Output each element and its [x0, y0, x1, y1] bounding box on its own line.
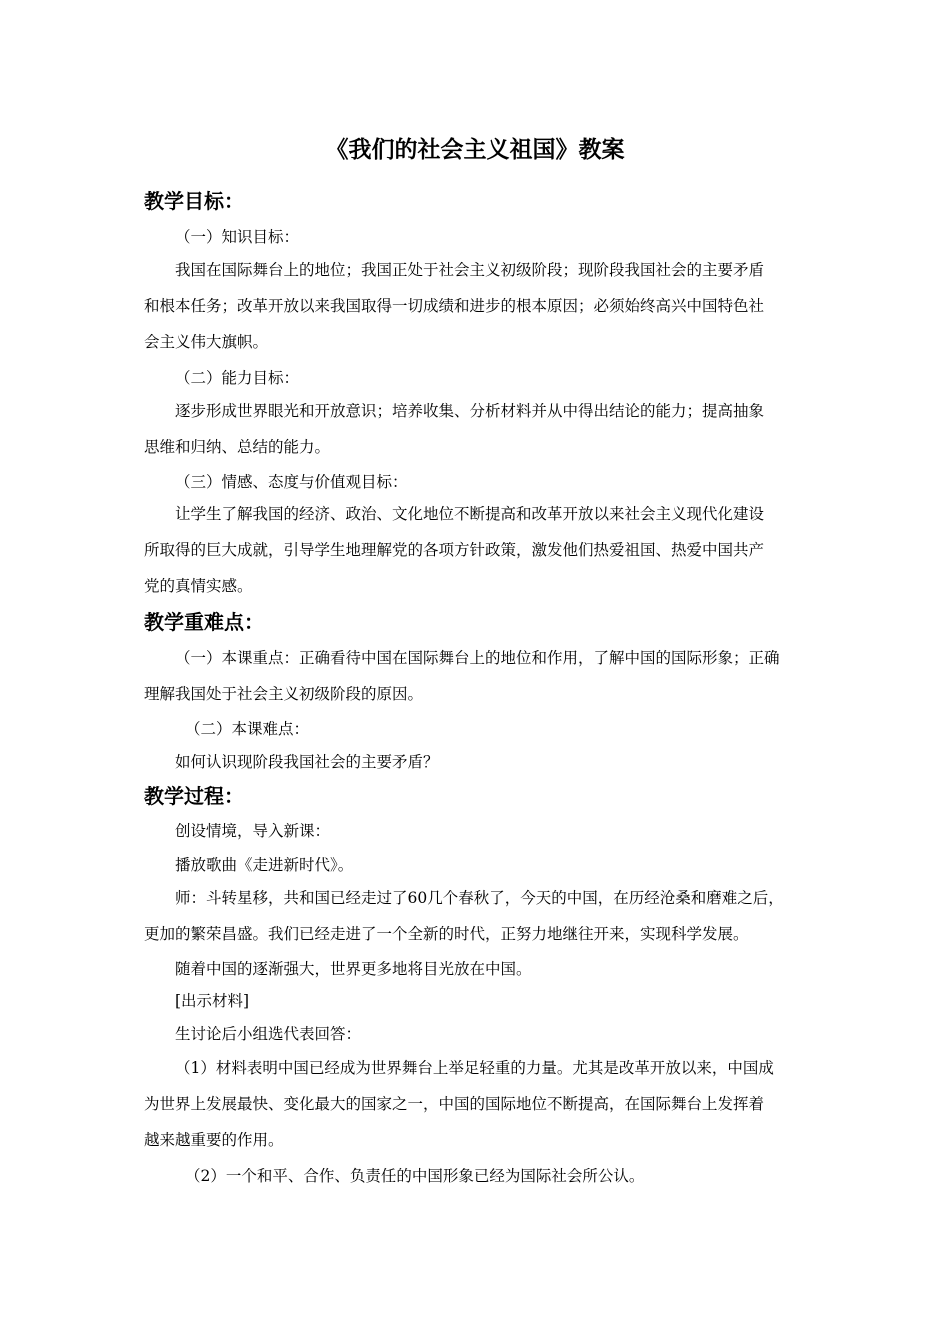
- heading-key-points: 教学重难点：: [144, 610, 264, 634]
- text-line: 我国在国际舞台上的地位；我国正处于社会主义初级阶段；现阶段我国社会的主要矛盾: [175, 261, 765, 279]
- process-line-world-focus: [144, 951, 808, 987]
- text-line: 党的真情实感。: [144, 577, 253, 595]
- text-line: （1）材料表明中国已经成为世界舞台上举足轻重的力量。尤其是改革开放以来，中国成: [175, 1059, 774, 1077]
- text-line: 越来越重要的作用。: [144, 1131, 284, 1149]
- text-line: 让学生了解我国的经济、政治、文化地位不断提高和改革开放以来社会主义现代化建设: [175, 505, 765, 523]
- text-line: 思维和归纳、总结的能力。: [144, 438, 331, 456]
- text-line: （二）本课难点：: [185, 720, 310, 738]
- paragraph-emotion-goals: [144, 496, 808, 604]
- text-line: （一）知识目标：: [175, 228, 300, 246]
- text-line: 所取得的巨大成就，引导学生地理解党的各项方针政策，激发他们热爱祖国、热爱中国共产: [144, 541, 765, 559]
- text-line: 随着中国的逐渐强大，世界更多地将目光放在中国。: [175, 960, 532, 978]
- paragraph-answer-2: [144, 1158, 808, 1194]
- heading-teaching-process: 教学过程：: [144, 784, 244, 808]
- process-line-show-material: [144, 983, 808, 1019]
- paragraph-teacher-speech: [144, 880, 808, 952]
- text-line: 更加的繁荣昌盛。我们已经走进了一个全新的时代，正努力地继往开来，实现科学发展。: [144, 925, 749, 943]
- paragraph-answer-1: [144, 1050, 808, 1158]
- text-line: （三）情感、态度与价值观目标：: [175, 473, 408, 491]
- subheading-difficult-point: [144, 711, 808, 747]
- document-title: 《我们的社会主义祖国》教案: [325, 137, 625, 163]
- process-line-song: [144, 847, 808, 883]
- text-line: 会主义伟大旗帜。: [144, 333, 269, 351]
- heading-teaching-goals: 教学目标：: [144, 189, 244, 213]
- text-line: （2）一个和平、合作、负责任的中国形象已经为国际社会所公认。: [185, 1167, 645, 1185]
- text-line: 创设情境，导入新课：: [175, 822, 331, 840]
- text-line: 理解我国处于社会主义初级阶段的原因。: [144, 685, 424, 703]
- text-line: 播放歌曲《走进新时代》。: [175, 856, 354, 874]
- subheading-emotion-goals: [144, 464, 808, 500]
- text-line: 生讨论后小组选代表回答：: [175, 1025, 362, 1043]
- subheading-ability-goals: [144, 360, 808, 396]
- text-line: 师：斗转星移，共和国已经走过了60几个春秋了，今天的中国，在历经沧桑和磨难之后，: [175, 889, 784, 907]
- paragraph-ability-goals: [144, 393, 808, 465]
- text-line: 为世界上发展最快、变化最大的国家之一，中国的国际地位不断提高，在国际舞台上发挥着: [144, 1095, 765, 1113]
- text-line: 如何认识现阶段我国社会的主要矛盾？: [175, 753, 439, 771]
- text-line: （二）能力目标：: [175, 369, 300, 387]
- process-line-intro: [144, 813, 808, 849]
- text-line: [出示材料]: [175, 992, 250, 1010]
- text-line: （一）本课重点：正确看待中国在国际舞台上的地位和作用，了解中国的国际形象；正确: [175, 649, 780, 667]
- paragraph-key-point: [144, 640, 808, 712]
- subheading-knowledge-goals: [144, 219, 808, 255]
- process-line-discussion: [144, 1016, 808, 1052]
- paragraph-knowledge-goals: [144, 252, 808, 360]
- text-line: 逐步形成世界眼光和开放意识；培养收集、分析材料并从中得出结论的能力；提高抽象: [175, 402, 765, 420]
- text-line: 和根本任务；改革开放以来我国取得一切成绩和进步的根本原因；必须始终高兴中国特色社: [144, 297, 765, 315]
- paragraph-difficult-point: [144, 744, 808, 780]
